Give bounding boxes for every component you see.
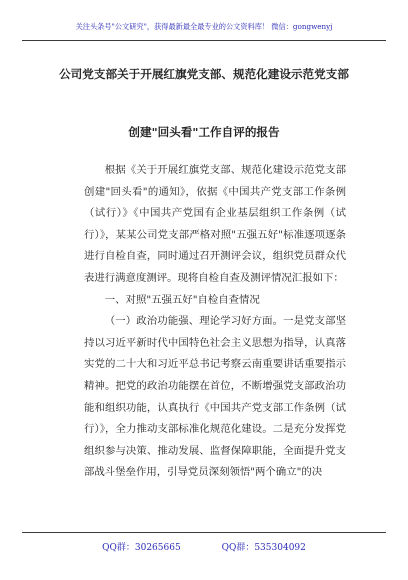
footer-divider — [22, 532, 386, 533]
paragraph-political-function: （一）政治功能强、理论学习好方面。一是党支部坚持以习近平新时代中国特色社会主义思想为指导，认真落实党的二十大和习近平总书记考察云南重要讲话重要指示精神。把党的政治功能摆在首位，不断增强党支部政治功能和组织功能，认真执行《中国共产党支部工作条例（试行）》，全力推动支部标准化规范化建设。二是充分发挥党组织参与决策、推动发展、监督保障职能，全面提升党支部战斗堡垒作用，引导党员深刻领悟"两个确立"的决 — [84, 315, 346, 479]
document-body — [84, 160, 346, 484]
header-banner: 关注头条号"公文研究"，获得最新最全最专业的公文资料库！ 微信：gongwenyj — [75, 22, 333, 31]
paragraph-intro: 根据《关于开展红旗党支部、规范化建设示范党支部创建"回头看"的通知》，依据《中国共产党支部工作条例（试行）》《中国共产党国有企业基层组织工作条例（试行）》，某某公司党支部严格对照"五强五好"标准逐项逐条进行自检自查，同时通过召开测评会议，组织党员群众代表进行满意度测评。现将自检自查及测评情况汇报如下： — [84, 164, 346, 284]
section-heading: 一、对照"五强五好"自检自查情况 — [104, 293, 260, 306]
footer-contacts — [0, 540, 408, 553]
document-title-line-1: 公司党支部关于开展红旗党支部、规范化建设示范党支部 — [59, 67, 349, 81]
header-divider — [22, 40, 386, 41]
qq-group-2: QQ群：535304092 — [221, 543, 306, 553]
document-title-line-2: 创建"回头看"工作自评的报告 — [128, 125, 280, 139]
qq-group-1: QQ群：30265665 — [102, 543, 181, 553]
